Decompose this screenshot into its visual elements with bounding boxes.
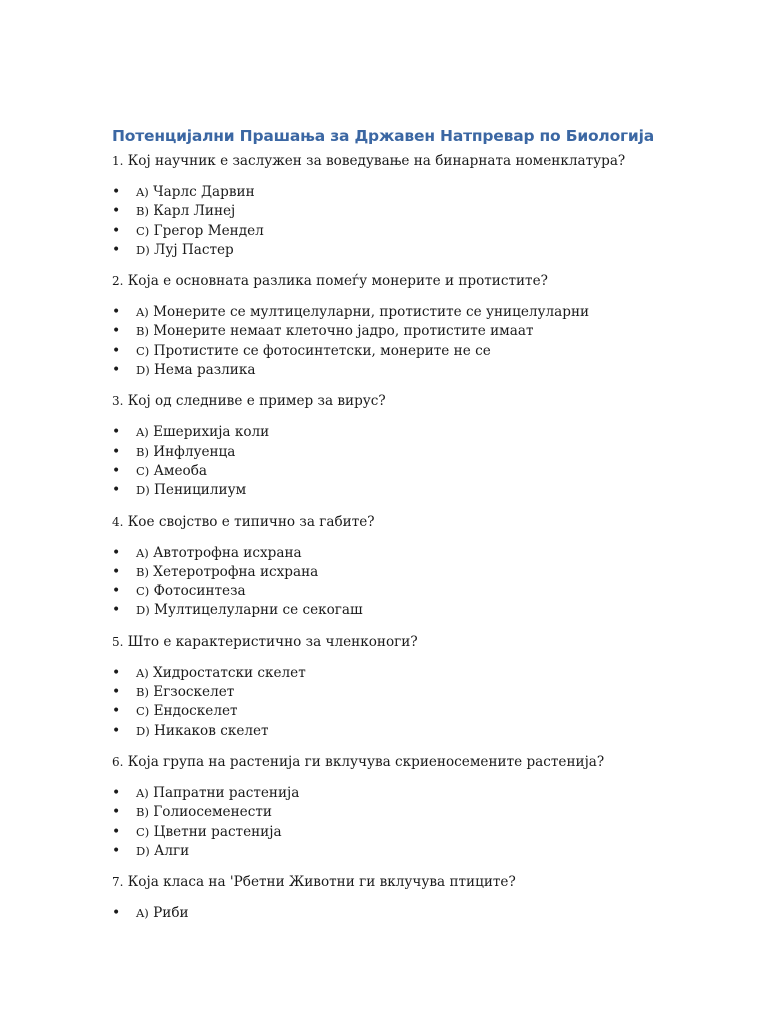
bullet-icon: • [112, 602, 121, 619]
bullet-icon: • [112, 722, 121, 739]
option-letter: C) [136, 704, 150, 719]
question-block [112, 391, 712, 500]
option-text: Егзоскелет [153, 684, 235, 701]
option-text: Ендоскелет [153, 703, 238, 720]
option-text: Папратни растенија [153, 784, 300, 801]
option-text: Инфлуенца [153, 443, 236, 460]
option-letter: A) [136, 545, 149, 560]
option-text: Монерите немаат клеточно јадро, протистите имаат [153, 323, 534, 340]
question-text: Кој научник е заслужен за воведување на бинарната номенклатура? [127, 153, 626, 169]
option-letter: D) [136, 603, 150, 618]
bullet-icon: • [112, 222, 121, 239]
bullet-icon: • [112, 842, 121, 859]
option-letter: C) [136, 343, 150, 358]
bullet-icon: • [112, 784, 121, 801]
option-letter: B) [136, 204, 149, 219]
document-title: Потенцијални Прашања за Државен Натпревар по Биологија [112, 127, 654, 145]
answer-options-list [112, 303, 712, 380]
answer-options-list [112, 784, 712, 861]
option-text: Пеницилиум [154, 482, 247, 499]
option-letter: B) [136, 444, 149, 459]
option-letter: C) [136, 584, 150, 599]
answer-option [112, 842, 712, 861]
option-letter: B) [136, 805, 149, 820]
document-page [112, 126, 712, 934]
option-text: Грегор Мендел [153, 222, 264, 239]
question-text-line [112, 632, 712, 652]
question-text: Што е карактеристично за членконоги? [127, 633, 418, 650]
bullet-icon: • [112, 563, 121, 580]
option-letter: B) [136, 324, 149, 339]
question-number: 5. [112, 634, 124, 649]
answer-options-list [112, 904, 712, 923]
option-letter: A) [136, 785, 149, 800]
question-block [112, 872, 712, 923]
question-block [112, 752, 712, 861]
option-text: Мултицелуларни се секогаш [154, 602, 363, 619]
option-letter: A) [136, 906, 149, 921]
option-letter: B) [136, 564, 149, 579]
question-text-line [112, 271, 712, 291]
question-text-line [112, 512, 712, 532]
answer-option [112, 803, 712, 822]
bullet-icon: • [112, 804, 121, 821]
option-text: Амеоба [153, 462, 208, 479]
option-text: Риби [153, 905, 189, 922]
question-text: Која е основната разлика помеѓу монерите и протистите? [127, 273, 548, 290]
answer-option [112, 222, 712, 241]
answer-option [112, 443, 712, 462]
question-number: 3. [112, 394, 124, 409]
answer-option [112, 722, 712, 741]
question-text-line [112, 872, 712, 892]
question-text-line [112, 752, 712, 772]
option-text: Фотосинтеза [153, 583, 246, 600]
option-text: Никаков скелет [154, 722, 269, 739]
answer-option [112, 702, 712, 721]
option-text: Чарлс Дарвин [153, 184, 255, 200]
option-text: Автотрофна исхрана [153, 544, 302, 561]
option-text: Хидростатски скелет [153, 664, 306, 681]
question-block [112, 271, 712, 380]
question-text: Која група на растенија ги вклучува скриеносемените растенија? [127, 753, 605, 770]
question-block [112, 151, 712, 260]
option-letter: A) [136, 425, 149, 440]
bullet-icon: • [112, 203, 121, 220]
bullet-icon: • [112, 684, 121, 701]
option-text: Голиосеменести [153, 804, 272, 821]
bullet-icon: • [112, 184, 121, 200]
bullet-icon: • [112, 424, 121, 441]
option-text: Цветни растенија [153, 823, 282, 840]
option-letter: D) [136, 723, 150, 738]
bullet-icon: • [112, 482, 121, 499]
question-text: Која класа на 'Рбетни Животни ги вклучува птиците? [127, 874, 516, 891]
option-text: Хетеротрофна исхрана [153, 563, 319, 580]
answer-option [112, 202, 712, 221]
answer-options-list [112, 423, 712, 500]
answer-option [112, 241, 712, 260]
question-block [112, 632, 712, 741]
option-letter: A) [136, 665, 149, 680]
answer-options-list [112, 664, 712, 741]
bullet-icon: • [112, 443, 121, 460]
answer-option [112, 582, 712, 601]
option-letter: C) [136, 463, 150, 478]
bullet-icon: • [112, 664, 121, 681]
option-letter: D) [136, 242, 150, 257]
question-number: 1. [112, 154, 124, 168]
answer-options-list [112, 183, 712, 260]
bullet-icon: • [112, 362, 121, 379]
bullet-icon: • [112, 905, 121, 922]
bullet-icon: • [112, 462, 121, 479]
bullet-icon: • [112, 342, 121, 359]
answer-option [112, 361, 712, 380]
answer-option [112, 544, 712, 563]
answer-option [112, 823, 712, 842]
bullet-icon: • [112, 703, 121, 720]
option-text: Протистите се фотосинтетски, монерите не се [153, 342, 491, 359]
question-number: 4. [112, 514, 124, 529]
answer-option [112, 183, 712, 202]
option-letter: A) [136, 185, 149, 199]
question-number: 2. [112, 274, 124, 289]
option-letter: D) [136, 843, 150, 858]
answer-option [112, 784, 712, 803]
question-block [112, 512, 712, 621]
question-number: 6. [112, 754, 124, 769]
answer-option [112, 664, 712, 683]
option-letter: C) [136, 824, 150, 839]
question-number: 7. [112, 875, 124, 890]
answer-option [112, 303, 712, 322]
answer-options-list [112, 544, 712, 621]
answer-option [112, 462, 712, 481]
option-text: Алги [154, 842, 190, 859]
answer-option [112, 601, 712, 620]
answer-option [112, 904, 712, 923]
option-text: Карл Линеј [153, 203, 236, 220]
option-text: Нема разлика [154, 362, 256, 379]
answer-option [112, 683, 712, 702]
bullet-icon: • [112, 323, 121, 340]
bullet-icon: • [112, 583, 121, 600]
bullet-icon: • [112, 544, 121, 561]
question-text: Кое својство е типично за габите? [127, 513, 375, 530]
question-text-line [112, 391, 712, 411]
option-letter: A) [136, 305, 149, 320]
bullet-icon: • [112, 304, 121, 321]
answer-option [112, 481, 712, 500]
question-list [112, 151, 712, 923]
option-letter: C) [136, 223, 150, 238]
answer-option [112, 342, 712, 361]
bullet-icon: • [112, 823, 121, 840]
question-text: Кој од следниве е пример за вирус? [127, 393, 386, 410]
question-text-line [112, 151, 712, 171]
answer-option [112, 322, 712, 341]
answer-option [112, 423, 712, 442]
bullet-icon: • [112, 241, 121, 258]
option-text: Ешерихија коли [153, 424, 270, 441]
option-letter: D) [136, 363, 150, 378]
option-letter: B) [136, 685, 149, 700]
option-text: Луј Пастер [154, 241, 234, 258]
answer-option [112, 563, 712, 582]
option-letter: D) [136, 483, 150, 498]
option-text: Монерите се мултицелуларни, протистите се уницелуларни [153, 304, 590, 321]
